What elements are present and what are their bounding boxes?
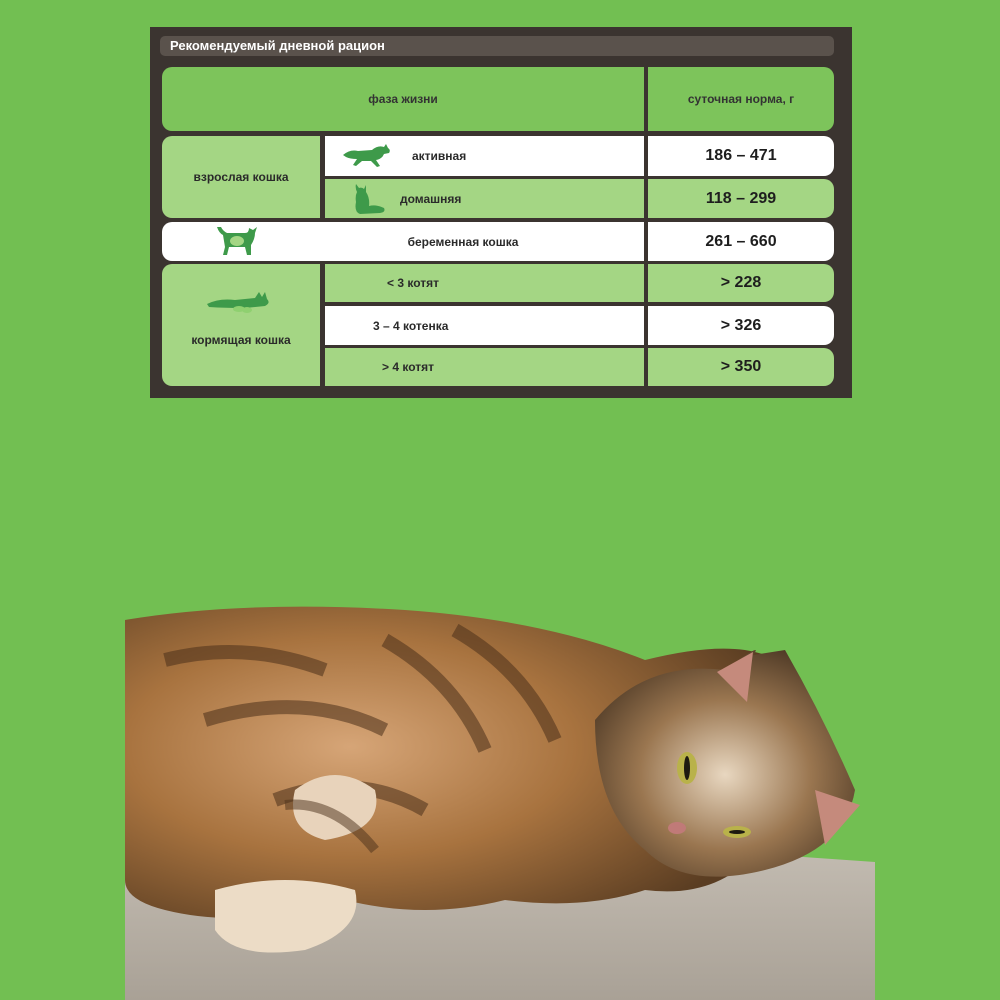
nursing-cat-icon [205,288,273,314]
table-title: Рекомендуемый дневной рацион [160,36,834,56]
active-label: активная [325,136,644,176]
nursing-row-3-label: > 4 котят [325,348,644,386]
domestic-label: домашняя [325,179,644,218]
sitting-cat-icon [350,182,390,216]
adult-cat-label: взрослая кошка [162,136,320,218]
nursing-row-1-value: > 228 [648,264,834,302]
nursing-row-2-label: 3 – 4 котенка [325,306,644,345]
pregnant-value: 261 – 660 [648,222,834,261]
header-norm: суточная норма, г [648,67,834,131]
nursing-row-2-value: > 326 [648,306,834,345]
pregnant-label: беременная кошка [162,222,644,261]
running-cat-icon [340,141,392,169]
pregnant-cat-icon [213,223,263,257]
domestic-value: 118 – 299 [648,179,834,218]
nursing-row-3-value: > 350 [648,348,834,386]
nursing-cat-label: кормящая кошка [162,264,320,386]
header-phase: фаза жизни [162,67,644,131]
nursing-row-1-label: < 3 котят [325,264,644,302]
lying-cat-photo [125,600,875,1000]
active-value: 186 – 471 [648,136,834,176]
